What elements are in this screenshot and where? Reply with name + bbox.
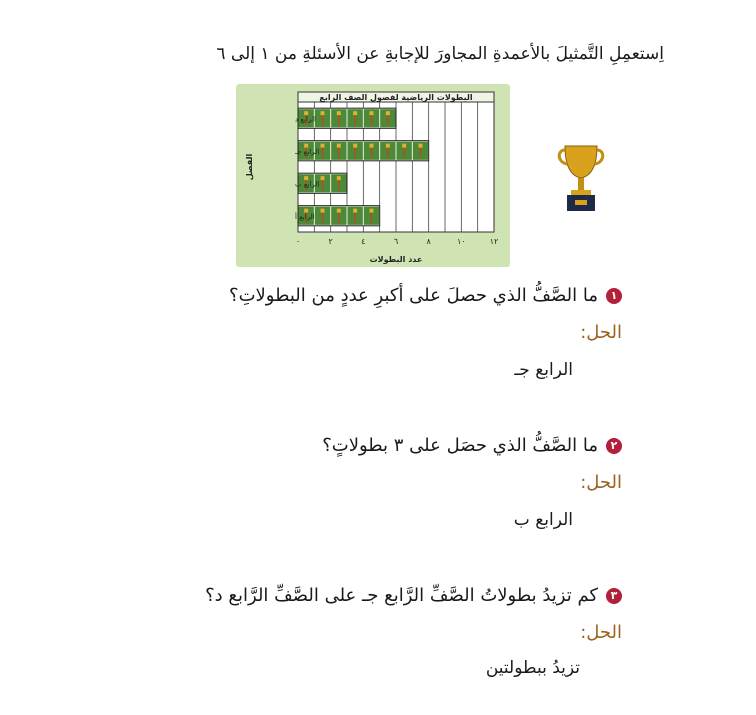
- trophy-mark-base: [387, 115, 389, 125]
- trophy-mark-base: [387, 148, 389, 158]
- trophy-mark-base: [338, 213, 340, 223]
- trophy-mark: [337, 144, 341, 148]
- trophy-mark-base: [354, 148, 356, 158]
- solution-label: الحل:: [580, 472, 622, 493]
- question-text: ما الصَّفُّ الذي حصلَ على أكبرِ عددٍ من البطولاتِ؟: [229, 285, 598, 306]
- trophy-mark: [353, 111, 357, 115]
- trophy-mark: [386, 111, 390, 115]
- category-label: الرابع د: [295, 115, 316, 124]
- trophy-mark: [337, 176, 341, 180]
- trophy-mark: [353, 209, 357, 213]
- trophy-mark: [321, 209, 325, 213]
- trophy-mark: [386, 144, 390, 148]
- trophy-mark: [337, 209, 341, 213]
- trophy-mark-base: [322, 115, 324, 125]
- trophy-mark: [402, 144, 406, 148]
- x-tick-label: ٨: [426, 237, 431, 246]
- answer-text: الرابع ب: [513, 510, 573, 530]
- trophy-mark-base: [322, 180, 324, 190]
- x-tick-label: ٠: [295, 237, 301, 246]
- trophy-mark: [337, 111, 341, 115]
- trophy-mark: [370, 209, 374, 213]
- question-1: [229, 285, 622, 306]
- trophy-mark: [353, 144, 357, 148]
- trophy-mark: [370, 111, 374, 115]
- question-text: ما الصَّفُّ الذي حصَل على ٣ بطولاتٍ؟: [322, 435, 598, 456]
- trophy-mark-base: [338, 148, 340, 158]
- trophy-mark: [321, 144, 325, 148]
- question-number: ٣: [606, 588, 622, 604]
- question-number: ٢: [606, 438, 622, 454]
- category-label: الرابع ب: [295, 180, 320, 189]
- trophy-mark-base: [371, 148, 373, 158]
- x-axis-label: عدد البطولات: [369, 255, 423, 264]
- trophy-mark-base: [322, 148, 324, 158]
- y-axis-label: الفصل: [245, 153, 254, 181]
- trophy-mark-base: [338, 180, 340, 190]
- x-tick-label: ٢: [328, 237, 333, 246]
- x-tick-label: ١٢: [489, 237, 499, 246]
- question-2: [322, 435, 622, 456]
- trophy-mark-base: [338, 115, 340, 125]
- category-label: الرابع أ: [295, 212, 315, 221]
- solution-label: الحل:: [580, 622, 622, 643]
- answer-text: تزيدُ ببطولتين: [485, 658, 580, 678]
- x-tick-label: ٤: [361, 237, 366, 246]
- question-text: كم تزيدُ بطولاتُ الصَّفِّ الرَّابع جـ على الصَّفِّ الرَّابع د؟: [205, 585, 598, 606]
- chart-svg: [236, 84, 510, 267]
- trophy-mark-base: [371, 213, 373, 223]
- solution-label: الحل:: [580, 322, 622, 343]
- trophy-mark-base: [354, 213, 356, 223]
- chart-title: البطولات الرياضية لفصول الصف الرابع: [319, 93, 473, 102]
- trophy-mark-base: [371, 115, 373, 125]
- trophy-mark-base: [322, 213, 324, 223]
- answer-text: الرابع جـ: [514, 360, 573, 380]
- x-tick-label: ٦: [393, 237, 399, 246]
- instruction-text: اِستعمِلِ التَّمثيلَ بالأعمدةِ المجاورَ للإجابةِ عن الأسئلةِ من ١ إلى ٦: [216, 44, 664, 64]
- bar-chart: [236, 84, 510, 267]
- question-number: ١: [606, 288, 622, 304]
- trophy-mark: [321, 111, 325, 115]
- trophy-mark-base: [420, 148, 422, 158]
- trophy-mark: [419, 144, 423, 148]
- trophy-mark: [321, 176, 325, 180]
- question-3: [205, 585, 622, 606]
- trophy-icon: [555, 140, 607, 214]
- category-label: الرابع جـ: [295, 147, 320, 156]
- trophy-mark-base: [354, 115, 356, 125]
- x-tick-label: ١٠: [457, 237, 466, 246]
- trophy-mark: [370, 144, 374, 148]
- trophy-mark-base: [403, 148, 405, 158]
